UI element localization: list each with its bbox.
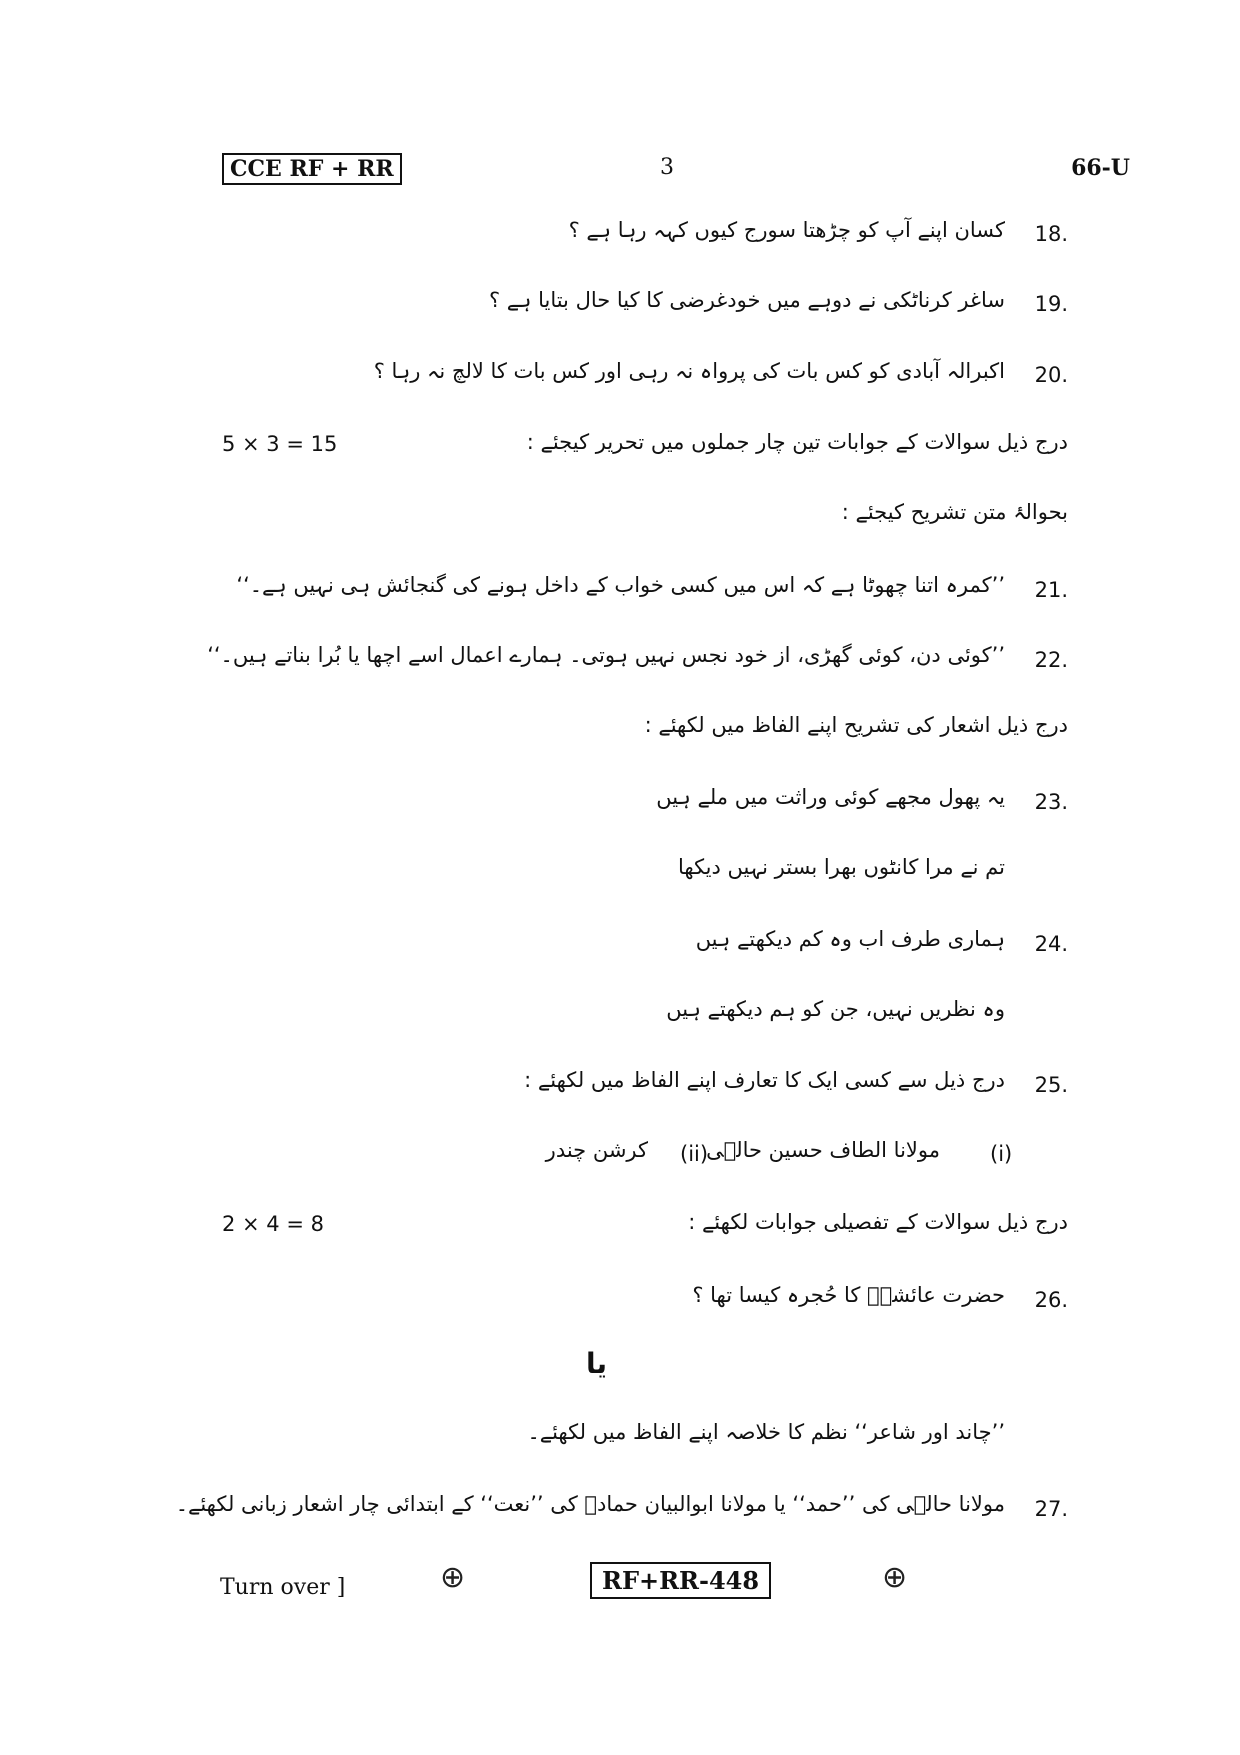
registration-mark-icon: ⊕ <box>440 1560 466 1595</box>
question-text: مولانا حالؔی کی ’’حمد‘‘ یا مولانا ابوالبیان حمادؔ کی ’’نعت‘‘ کے ابتدائی چار اشعار زبانی لکھئے۔ <box>175 1492 1005 1516</box>
verse-line: تم نے مرا کانٹوں بھرا بستر نہیں دیکھا <box>677 855 1005 879</box>
registration-mark-icon: ⊕ <box>882 1560 908 1595</box>
question-number: 24. <box>1034 932 1068 956</box>
question-number: 23. <box>1034 790 1068 814</box>
option-text: کرشن چندر <box>545 1138 648 1162</box>
poetry-instruction: درج ذیل اشعار کی تشریح اپنے الفاظ میں لکھئے : <box>644 713 1068 737</box>
verse-line: ہماری طرف اب وہ کم دیکھتے ہیں <box>695 927 1005 951</box>
option-label: (i) <box>990 1142 1013 1166</box>
question-number: 18. <box>1034 222 1068 246</box>
section-marks: 2 × 4 = 8 <box>222 1212 324 1236</box>
question-text: درج ذیل سے کسی ایک کا تعارف اپنے الفاظ میں لکھئے : <box>524 1068 1005 1092</box>
question-number: 25. <box>1034 1073 1068 1097</box>
question-number: 22. <box>1034 648 1068 672</box>
question-number: 20. <box>1034 363 1068 387</box>
or-label: یا <box>586 1347 608 1380</box>
sub-instruction: بحوالۂ متن تشریح کیجئے : <box>841 500 1068 524</box>
section-instruction: درج ذیل سوالات کے جوابات تین چار جملوں میں تحریر کیجئے : <box>526 430 1068 454</box>
paper-code: 66-U <box>1071 155 1130 181</box>
question-text: ’’کمرہ اتنا چھوٹا ہے کہ اس میں کسی خواب کے داخل ہونے کی گنجائش ہی نہیں ہے۔‘‘ <box>236 573 1005 597</box>
question-number: 26. <box>1034 1288 1068 1312</box>
question-text: ساغر کرناٹکی نے دوہے میں خودغرضی کا کیا حال بتایا ہے ؟ <box>488 288 1005 312</box>
question-text: اکبرالہ آبادی کو کس بات کی پرواہ نہ رہی اور کس بات کا لالچ نہ رہا ؟ <box>373 359 1005 383</box>
question-text: حضرت عائشہؓ کا حُجرہ کیسا تھا ؟ <box>692 1283 1005 1307</box>
question-number: 21. <box>1034 578 1068 602</box>
series-box: CCE RF + RR <box>222 153 402 185</box>
question-number: 27. <box>1034 1497 1068 1521</box>
section-instruction: درج ذیل سوالات کے تفصیلی جوابات لکھئے : <box>688 1210 1068 1234</box>
question-text: ’’کوئی دن، کوئی گھڑی، از خود نجس نہیں ہوتی۔ ہمارے اعمال اسے اچھا یا بُرا بناتے ہیں۔‘‘ <box>207 643 1005 667</box>
turn-over-label: Turn over ] <box>220 1575 346 1600</box>
question-text: ’’چاند اور شاعر‘‘ نظم کا خلاصہ اپنے الفاظ میں لکھئے۔ <box>527 1420 1005 1444</box>
option-label: (ii) <box>680 1142 709 1166</box>
question-number: 19. <box>1034 292 1068 316</box>
question-text: کسان اپنے آپ کو چڑھتا سورج کیوں کہہ رہا ہے ؟ <box>568 218 1005 242</box>
option-text: مولانا الطاف حسین حالؔی <box>706 1138 940 1162</box>
verse-line: وہ نظریں نہیں، جن کو ہم دیکھتے ہیں <box>666 997 1005 1021</box>
section-marks: 5 × 3 = 15 <box>222 432 338 456</box>
footer-code-box: RF+RR-448 <box>590 1562 771 1599</box>
verse-line: یہ پھول مجھے کوئی وراثت میں ملے ہیں <box>656 785 1005 809</box>
page-number: 3 <box>660 155 674 180</box>
